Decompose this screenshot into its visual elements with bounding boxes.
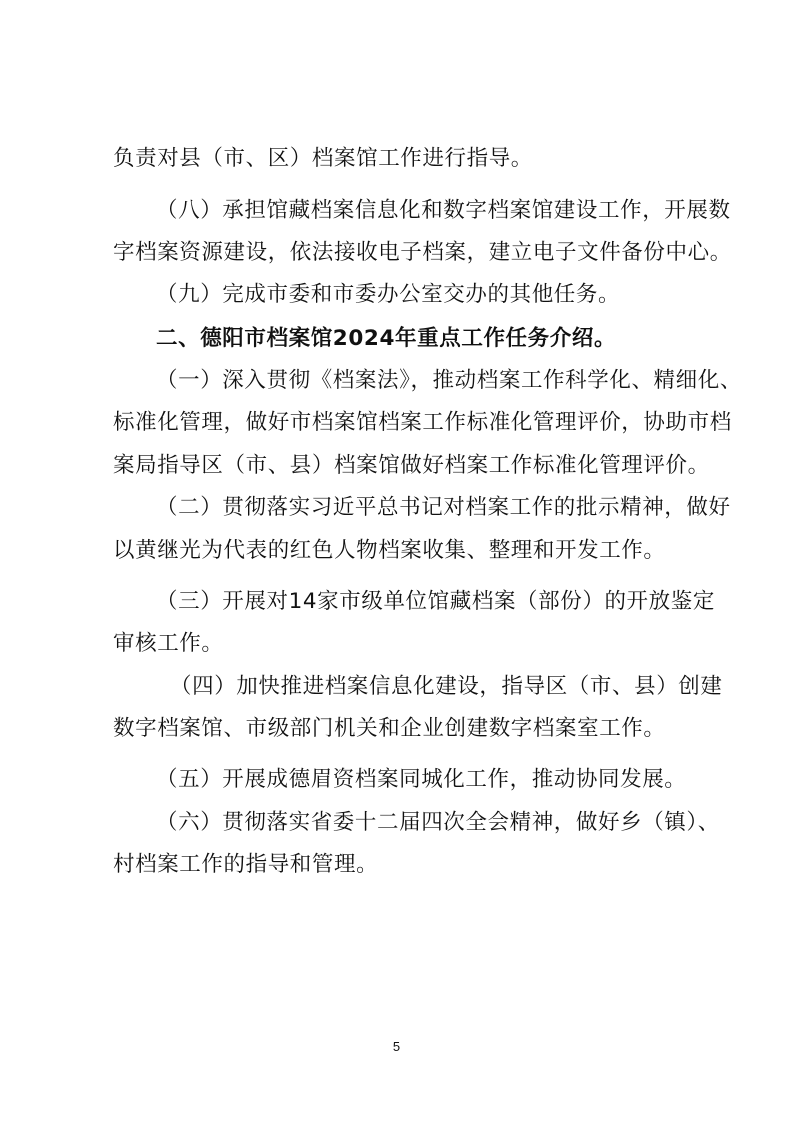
text-line: （二）贯彻落实习近平总书记对档案工作的批示精神，做好 [156, 495, 731, 520]
text-line: （三）开展对14家市级单位馆藏档案（部份）的开放鉴定 [156, 589, 715, 614]
page-number: 5 [392, 1039, 401, 1054]
text-line: 审核工作。 [113, 631, 224, 656]
text-line: 字档案资源建设，依法接收电子档案，建立电子文件备份中心。 [113, 240, 732, 265]
text-line: 案局指导区（市、县）档案馆做好档案工作标准化管理评价。 [113, 453, 710, 478]
text-line: （九）完成市委和市委办公室交办的其他任务。 [156, 282, 621, 307]
text-line: 标准化管理，做好市档案馆档案工作标准化管理评价，协助市档 [113, 410, 732, 435]
text-line: （八）承担馆藏档案信息化和数字档案馆建设工作，开展数 [156, 198, 731, 223]
section-heading: 二、德阳市档案馆2024年重点工作任务介绍。 [156, 326, 617, 351]
text-line: （一）深入贯彻《档案法》，推动档案工作科学化、精细化、 [156, 368, 742, 393]
text-line: （六）贯彻落实省委十二届四次全会精神，做好乡（镇）、 [156, 810, 720, 835]
text-line: 负责对县（市、区）档案馆工作进行指导。 [113, 146, 533, 171]
text-line: （五）开展成德眉资档案同城化工作，推动协同发展。 [156, 767, 687, 792]
text-line: 村档案工作的指导和管理。 [113, 852, 379, 877]
text-line: 以黄继光为代表的红色人物档案收集、整理和开发工作。 [113, 538, 666, 563]
text-line: 数字档案馆、市级部门机关和企业创建数字档案室工作。 [113, 716, 666, 741]
text-line: （四）加快推进档案信息化建设，指导区（市、县）创建 [170, 674, 723, 699]
